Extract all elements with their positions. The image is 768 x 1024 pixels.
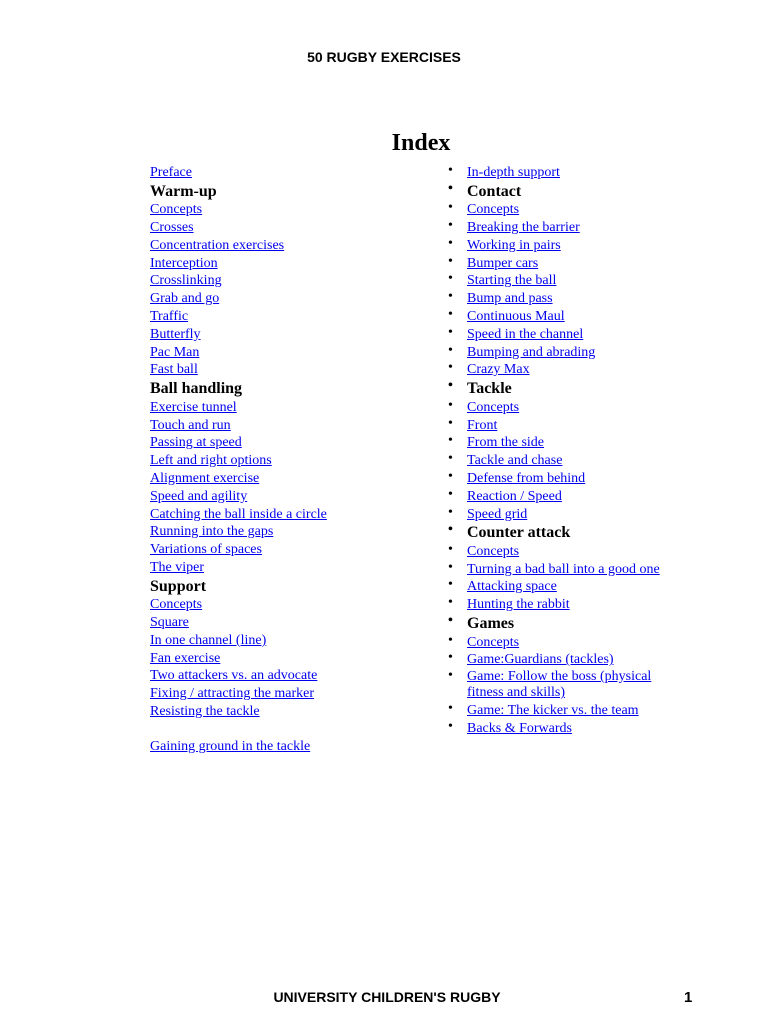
section-heading-counter-attack: Counter attack xyxy=(467,524,571,542)
index-entry xyxy=(150,201,327,219)
link-concepts[interactable]: Concepts xyxy=(150,597,203,613)
section-heading xyxy=(448,523,682,543)
index-entry xyxy=(150,667,327,685)
bullet-icon: • xyxy=(448,541,453,557)
link-turning-a-bad-ball-into-a-good-one[interactable]: Turning a bad ball into a good one xyxy=(467,561,660,577)
bullet-icon: • xyxy=(448,701,453,717)
link-concepts[interactable]: Concepts xyxy=(467,202,520,218)
bullet-icon: • xyxy=(448,718,453,734)
index-entry xyxy=(448,452,682,470)
index-entry xyxy=(448,272,682,290)
link-reaction-speed[interactable]: Reaction / Speed xyxy=(467,488,562,504)
bullet-icon: • xyxy=(448,415,453,431)
link-touch-and-run[interactable]: Touch and run xyxy=(150,417,231,433)
index-entry xyxy=(150,559,327,577)
bullet-icon: • xyxy=(448,253,453,269)
link-backs-forwards[interactable]: Backs & Forwards xyxy=(467,720,572,736)
index-entry xyxy=(448,399,682,417)
link-working-in-pairs[interactable]: Working in pairs xyxy=(467,237,561,253)
link-speed-in-the-channel[interactable]: Speed in the channel xyxy=(467,326,584,342)
link-crosses[interactable]: Crosses xyxy=(150,220,194,236)
link-concepts[interactable]: Concepts xyxy=(467,399,520,415)
index-entry xyxy=(448,219,682,237)
bullet-icon: • xyxy=(448,200,453,216)
bullet-icon: • xyxy=(448,271,453,287)
index-entry xyxy=(150,417,327,435)
section-heading xyxy=(448,379,682,399)
link-tackle-and-chase[interactable]: Tackle and chase xyxy=(467,453,563,469)
index-entry xyxy=(448,543,682,561)
bullet-icon: • xyxy=(448,486,453,502)
index-entry xyxy=(150,361,327,379)
bullet-icon: • xyxy=(448,522,453,538)
footer-title: UNIVERSITY CHILDREN'S RUGBY xyxy=(273,989,501,1005)
index-entry xyxy=(448,651,682,669)
bullet-icon: • xyxy=(448,218,453,234)
section-heading-games: Games xyxy=(467,615,515,633)
index-entry xyxy=(448,164,682,182)
bullet-icon: • xyxy=(448,235,453,251)
link-traffic[interactable]: Traffic xyxy=(150,309,189,325)
link-running-into-the-gaps[interactable]: Running into the gaps xyxy=(150,524,274,540)
link-from-the-side[interactable]: From the side xyxy=(467,435,544,451)
index-entry xyxy=(150,685,327,703)
section-heading xyxy=(150,379,327,399)
link-square[interactable]: Square xyxy=(150,615,189,631)
bullet-icon: • xyxy=(448,397,453,413)
index-entry xyxy=(448,669,682,702)
link-pac-man[interactable]: Pac Man xyxy=(150,344,200,360)
index-entry xyxy=(150,703,327,721)
index-entry xyxy=(448,255,682,273)
link-in-one-channel-line[interactable]: In one channel (line) xyxy=(150,632,267,648)
link-crosslinking[interactable]: Crosslinking xyxy=(150,273,222,289)
bullet-icon: • xyxy=(448,668,453,684)
link-gaining-ground-in-the-tackle[interactable]: Gaining ground in the tackle xyxy=(150,738,311,754)
index-entry xyxy=(448,634,682,652)
index-entry xyxy=(448,506,682,524)
link-variations-of-spaces[interactable]: Variations of spaces xyxy=(150,542,262,558)
index-entry xyxy=(448,720,682,738)
index-entry xyxy=(150,632,327,650)
link-attacking-space[interactable]: Attacking space xyxy=(467,579,557,595)
bullet-icon: • xyxy=(448,504,453,520)
link-two-attackers-vs-an-advocate[interactable]: Two attackers vs. an advocate xyxy=(150,668,318,684)
index-entry xyxy=(150,272,327,290)
bullet-icon: • xyxy=(448,378,453,394)
bullet-icon: • xyxy=(448,342,453,358)
index-entry xyxy=(448,488,682,506)
link-front[interactable]: Front xyxy=(467,417,498,433)
link-crazy-max[interactable]: Crazy Max xyxy=(467,362,530,378)
index-entry xyxy=(448,237,682,255)
link-game-guardians-tackles[interactable]: Game:Guardians (tackles) xyxy=(467,652,614,668)
index-entry xyxy=(448,470,682,488)
link-preface[interactable]: Preface xyxy=(150,165,192,180)
link-speed-grid[interactable]: Speed grid xyxy=(467,506,528,522)
index-entry xyxy=(150,506,327,524)
index-entry xyxy=(448,702,682,720)
index-entry xyxy=(150,452,327,470)
link-game-follow-the-boss-physical-fitness-and-skills[interactable]: Game: Follow the boss (physical fitness and skills) xyxy=(467,669,652,701)
index-entry xyxy=(150,470,327,488)
link-in-depth-support[interactable]: In-depth support xyxy=(467,165,560,180)
link-fan-exercise[interactable]: Fan exercise xyxy=(150,650,221,666)
link-grab-and-go[interactable]: Grab and go xyxy=(150,291,220,307)
index-entry xyxy=(448,596,682,614)
bullet-icon: • xyxy=(448,595,453,611)
link-hunting-the-rabbit[interactable]: Hunting the rabbit xyxy=(467,597,570,613)
index-entry xyxy=(448,361,682,379)
section-heading xyxy=(150,577,327,597)
index-entry xyxy=(150,237,327,255)
link-continuous-maul[interactable]: Continuous Maul xyxy=(467,309,565,325)
link-the-viper[interactable]: The viper xyxy=(150,559,205,575)
link-concepts[interactable]: Concepts xyxy=(150,202,203,218)
link-starting-the-ball[interactable]: Starting the ball xyxy=(467,273,557,289)
bullet-icon: • xyxy=(448,559,453,575)
index-entry xyxy=(150,219,327,237)
bullet-icon: • xyxy=(448,433,453,449)
bullet-icon: • xyxy=(448,360,453,376)
link-butterfly[interactable]: Butterfly xyxy=(150,326,201,342)
link-bumping-and-abrading[interactable]: Bumping and abrading xyxy=(467,344,596,360)
index-entry xyxy=(150,738,327,756)
index-entry xyxy=(150,650,327,668)
bullet-icon: • xyxy=(448,468,453,484)
bullet-icon: • xyxy=(448,650,453,666)
page-header: 50 RUGBY EXERCISES xyxy=(307,49,461,65)
index-entry xyxy=(448,308,682,326)
link-speed-and-agility[interactable]: Speed and agility xyxy=(150,488,248,504)
link-passing-at-speed[interactable]: Passing at speed xyxy=(150,435,242,451)
index-entry xyxy=(448,201,682,219)
index-entry xyxy=(150,523,327,541)
index-entry xyxy=(448,290,682,308)
section-heading-support: Support xyxy=(150,577,207,595)
index-entry xyxy=(448,561,682,579)
link-bump-and-pass[interactable]: Bump and pass xyxy=(467,291,553,307)
section-heading-ball-handling: Ball handling xyxy=(150,380,243,398)
index-entry xyxy=(448,326,682,344)
section-heading xyxy=(448,182,682,202)
bullet-icon: • xyxy=(448,577,453,593)
index-entry xyxy=(448,344,682,362)
index-left-column xyxy=(150,164,327,756)
section-heading-contact: Contact xyxy=(467,182,522,200)
link-concepts[interactable]: Concepts xyxy=(467,543,520,559)
section-heading-warm-up: Warm-up xyxy=(150,182,217,200)
index-entry xyxy=(150,434,327,452)
index-entry xyxy=(448,417,682,435)
bullet-icon: • xyxy=(448,289,453,305)
link-bumper-cars[interactable]: Bumper cars xyxy=(467,255,539,271)
link-concepts[interactable]: Concepts xyxy=(467,634,520,650)
link-exercise-tunnel[interactable]: Exercise tunnel xyxy=(150,399,237,415)
index-entry xyxy=(150,255,327,273)
index-entry xyxy=(150,488,327,506)
index-right-column xyxy=(448,164,682,738)
link-game-the-kicker-vs-the-team[interactable]: Game: The kicker vs. the team xyxy=(467,703,639,719)
index-entry xyxy=(150,308,327,326)
link-fixing-attracting-the-marker[interactable]: Fixing / attracting the marker xyxy=(150,686,315,702)
index-entry xyxy=(150,290,327,308)
bullet-icon: • xyxy=(448,451,453,467)
bullet-icon: • xyxy=(448,307,453,323)
index-title: Index xyxy=(391,130,451,156)
section-heading xyxy=(448,614,682,634)
index-entry xyxy=(150,614,327,632)
index-entry xyxy=(150,164,327,182)
index-entry xyxy=(150,344,327,362)
index-entry xyxy=(448,434,682,452)
bullet-icon: • xyxy=(448,180,453,196)
index-entry xyxy=(150,596,327,614)
link-breaking-the-barrier[interactable]: Breaking the barrier xyxy=(467,220,580,236)
bullet-icon: • xyxy=(448,324,453,340)
bullet-icon: • xyxy=(448,163,453,178)
link-left-and-right-options[interactable]: Left and right options xyxy=(150,453,272,469)
page-number: 1 xyxy=(684,989,693,1006)
index-entry xyxy=(150,326,327,344)
section-heading xyxy=(150,182,327,202)
index-entry xyxy=(150,541,327,559)
link-fast-ball[interactable]: Fast ball xyxy=(150,362,198,378)
link-resisting-the-tackle[interactable]: Resisting the tackle xyxy=(150,704,260,720)
link-defense-from-behind[interactable]: Defense from behind xyxy=(467,470,586,486)
section-heading-tackle: Tackle xyxy=(467,380,512,398)
bullet-icon: • xyxy=(448,632,453,648)
link-interception[interactable]: Interception xyxy=(150,255,218,271)
bullet-icon: • xyxy=(448,613,453,629)
link-concentration-exercises[interactable]: Concentration exercises xyxy=(150,237,285,253)
index-entry xyxy=(448,578,682,596)
index-entry xyxy=(150,399,327,417)
link-alignment-exercise[interactable]: Alignment exercise xyxy=(150,470,260,486)
link-catching-the-ball-inside-a-circle[interactable]: Catching the ball inside a circle xyxy=(150,506,327,522)
